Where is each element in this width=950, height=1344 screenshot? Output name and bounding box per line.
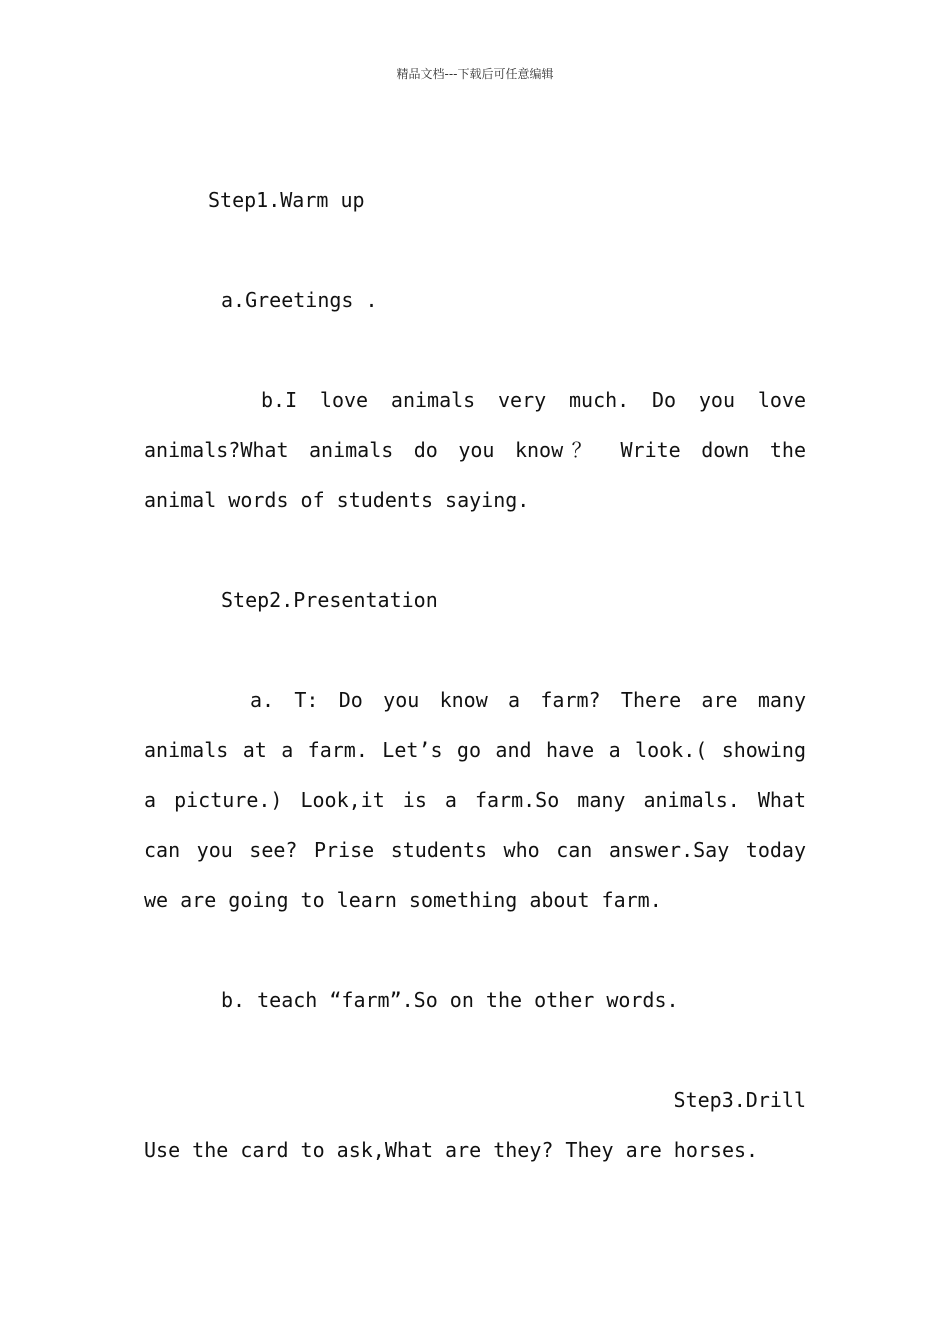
step3-title: Step3.Drill [673, 1088, 806, 1112]
step2-title: Step2.Presentation [221, 588, 438, 612]
document-body [144, 175, 806, 1175]
step2-teach-farm: b. teach “farm”.So on the other words. [221, 988, 679, 1012]
step2-farm-paragraph: a. T: Do you know a farm? There are many animals at a farm. Let’s go and have a look.( showing a picture.) Look,it is a farm.So many animals. What can you see? Prise students who can answer.Say today we are going to learn something about farm. [144, 688, 806, 912]
step1-greetings: a.Greetings . [221, 288, 378, 312]
step3-drill-text: Use the card to ask,What are they? They are horses. [144, 1138, 759, 1162]
page-header: 精品文档---下载后可任意编辑 [396, 67, 554, 81]
step1-title: Step1.Warm up [208, 188, 365, 212]
step1-animals-paragraph: b.I love animals very much. Do you love animals?What animals do you know？ Write down the animal words of students saying. [144, 388, 806, 512]
